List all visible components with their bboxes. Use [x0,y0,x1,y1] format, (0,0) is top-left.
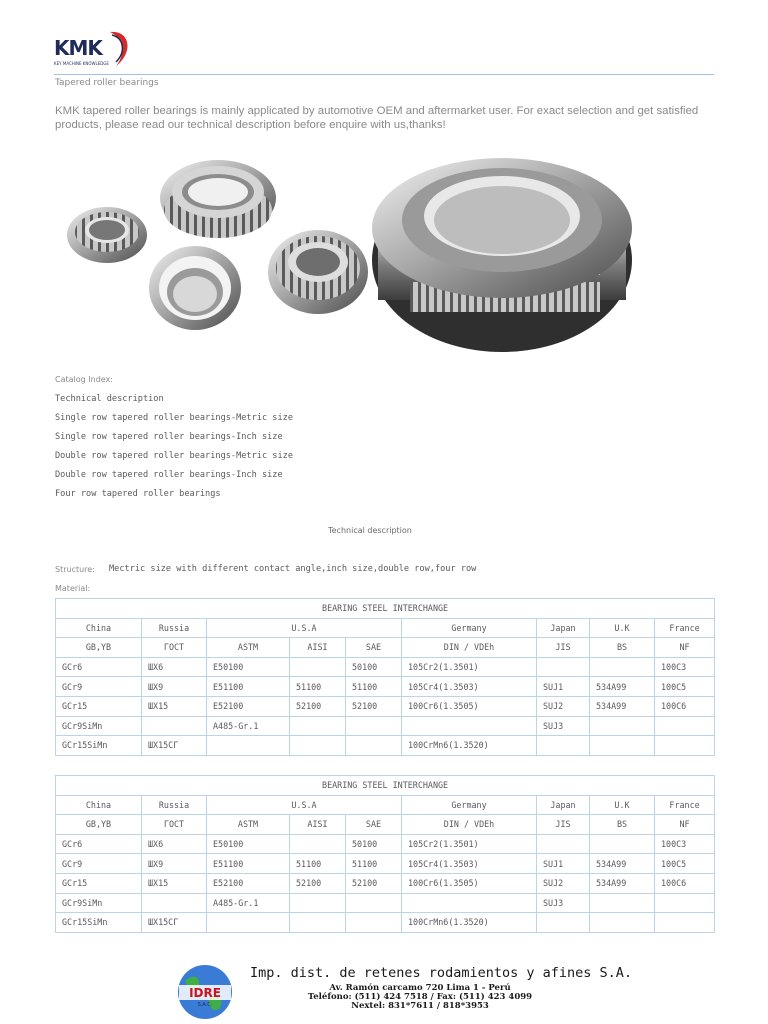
table-cell [346,716,402,736]
table-cell [590,893,655,913]
country-japan: Japan [537,795,590,815]
table-cell: GCr6 [56,657,142,677]
catalog-index-list [55,392,293,506]
table-cell: GCr9 [56,677,142,697]
country-russia: Russia [142,795,207,815]
table-cell: 51100 [290,854,346,874]
table-cell: 51100 [290,677,346,697]
table-cell [207,913,290,933]
table-cell: GCr9SiMn [56,893,142,913]
standard-nf: NF [655,638,715,658]
standard-din: DIN / VDEh [402,638,537,658]
four-row-bearing-icon [372,158,632,352]
table-cell: 534A99 [590,696,655,716]
table-row [56,736,715,756]
footer-logo-text: IDRE [189,986,221,1000]
table-cell: 52100 [290,873,346,893]
table-cell [290,736,346,756]
table-cell [537,736,590,756]
table-cell: 51100 [346,854,402,874]
standard-aisi: AISI [290,815,346,835]
table-cell: E52100 [207,873,290,893]
catalog-item-single-row-inch[interactable]: Single row tapered roller bearings-Inch size [55,432,283,442]
table-cell: 105Cr2(1.3501) [402,657,537,677]
cone-bearing-icon [268,230,368,314]
table-cell [290,893,346,913]
table-cell: E50100 [207,657,290,677]
table-cell [142,716,207,736]
table-cell: 100C3 [655,657,715,677]
table-row [56,716,715,736]
table-row [56,657,715,677]
country-russia: Russia [142,618,207,638]
table-row [56,834,715,854]
table-cell [290,913,346,933]
table-cell: 100C6 [655,873,715,893]
footer-logo-sub: S.A.C. [197,1002,213,1008]
table-cell: 100Cr6(1.3505) [402,696,537,716]
standard-nf: NF [655,815,715,835]
country-japan: Japan [537,618,590,638]
table-cell: E52100 [207,696,290,716]
catalog-item-double-row-inch[interactable]: Double row tapered roller bearings-Inch size [55,470,283,480]
table-row [56,696,715,716]
table-cell: A485-Gr.1 [207,893,290,913]
table-cell [590,657,655,677]
footer-nextel: Nextel: 831*7611 / 818*3953 [351,1001,489,1011]
table-cell: A485-Gr.1 [207,716,290,736]
footer-phone: Teléfono: (511) 424 7518 / Fax: (511) 423 4099 [307,992,533,1002]
country-china: China [56,795,142,815]
table-cell: ШХ9 [142,677,207,697]
table-row [56,677,715,697]
table-cell: 100Cr6(1.3505) [402,873,537,893]
table-cell [590,716,655,736]
table-cell: 534A99 [590,677,655,697]
table-cell: GCr15SiMn [56,913,142,933]
table-cell: ШХ15СГ [142,736,207,756]
footer-address: Av. Ramón carcamo 720 Lima 1 - Perú [329,983,511,993]
bearing-cup-icon [149,246,241,330]
table-cell: 105Cr4(1.3503) [402,677,537,697]
standard-din: DIN / VDEh [402,815,537,835]
table-cell: SUJ1 [537,854,590,874]
table-cell: 100C3 [655,834,715,854]
country-usa: U.S.A [207,795,402,815]
table-cell: SUJ1 [537,677,590,697]
tapered-roller-bearings-photo [60,150,650,360]
table-cell: ШХ6 [142,657,207,677]
table-cell: ШХ15 [142,873,207,893]
table-cell: 105Cr4(1.3503) [402,854,537,874]
structure-value: Mectric size with different contact angle,inch size,double row,four row [109,564,477,574]
table-cell [142,893,207,913]
catalog-item-double-row-metric[interactable]: Double row tapered roller bearings-Metric size [55,451,293,461]
table-cell: 50100 [346,834,402,854]
standard-bs: BS [590,638,655,658]
table-cell [290,834,346,854]
footer-company-name: Imp. dist. de retenes rodamientos y afines S.A. [250,965,633,981]
table-cell: GCr15 [56,696,142,716]
table-cell: ШХ15СГ [142,913,207,933]
table-cell [590,834,655,854]
steel-interchange-table-repeat [55,775,715,933]
standard-bs: BS [590,815,655,835]
table-cell: SUJ2 [537,873,590,893]
standard-astm: ASTM [207,638,290,658]
page-footer [0,955,768,1024]
table-cell: 100C6 [655,696,715,716]
technical-description-heading: Technical description [328,526,412,535]
table-cell: 100CrMn6(1.3520) [402,736,537,756]
standard-jis: JIS [537,638,590,658]
table-cell: 52100 [346,873,402,893]
table-cell: E50100 [207,834,290,854]
table-cell: 50100 [346,657,402,677]
material-label: Material: [55,584,91,593]
page-header [0,0,768,88]
table-row [56,913,715,933]
table-cell: 100CrMn6(1.3520) [402,913,537,933]
table-cell [655,716,715,736]
medium-bearing-icon [160,160,276,238]
small-bearing-icon [67,207,147,263]
table-cell [590,913,655,933]
table-cell: GCr9 [56,854,142,874]
country-germany: Germany [402,618,537,638]
table-cell: 100C5 [655,677,715,697]
table-row [56,893,715,913]
breadcrumb: Tapered roller bearings [55,78,159,88]
table-cell: ШХ6 [142,834,207,854]
catalog-item-single-row-metric[interactable]: Single row tapered roller bearings-Metric size [55,413,293,423]
kmk-logo [52,26,134,72]
table-cell: GCr15 [56,873,142,893]
table-title: BEARING STEEL INTERCHANGE [56,776,715,796]
catalog-index-title: Catalog Index: [55,375,113,384]
table-cell [346,736,402,756]
table-cell: 534A99 [590,873,655,893]
table-cell: E51100 [207,677,290,697]
table-cell: 52100 [346,696,402,716]
catalog-item-four-row[interactable]: Four row tapered roller bearings [55,489,221,499]
standard-sae: SAE [346,638,402,658]
table-cell: GCr6 [56,834,142,854]
table-cell: 534A99 [590,854,655,874]
table-cell: SUJ3 [537,893,590,913]
standard-gost: ГОСТ [142,815,207,835]
structure-label: Structure: [55,565,95,574]
standard-aisi: AISI [290,638,346,658]
country-germany: Germany [402,795,537,815]
table-cell [590,736,655,756]
table-cell: SUJ2 [537,696,590,716]
table-cell: 105Cr2(1.3501) [402,834,537,854]
table-cell [655,736,715,756]
table-row [56,854,715,874]
table-cell [290,716,346,736]
country-france: France [655,795,715,815]
logo-tagline: KEY MACHINE KNOWLEDGE [54,61,109,66]
table-cell: GCr9SiMn [56,716,142,736]
standard-astm: ASTM [207,815,290,835]
standard-gb: GB,YB [56,638,142,658]
table-cell [402,893,537,913]
catalog-item-technical-description[interactable]: Technical description [55,394,164,404]
table-cell [402,716,537,736]
country-china: China [56,618,142,638]
table-cell: E51100 [207,854,290,874]
table-cell: ШХ9 [142,854,207,874]
table-cell [655,913,715,933]
table-cell: 100C5 [655,854,715,874]
standard-gb: GB,YB [56,815,142,835]
table-cell [655,893,715,913]
table-cell: 52100 [290,696,346,716]
country-uk: U.K [590,795,655,815]
table-cell: 51100 [346,677,402,697]
standard-sae: SAE [346,815,402,835]
country-usa: U.S.A [207,618,402,638]
standard-jis: JIS [537,815,590,835]
table-cell [346,913,402,933]
table-row [56,873,715,893]
table-cell: ШХ15 [142,696,207,716]
table-cell [537,913,590,933]
table-cell [537,657,590,677]
table-cell: SUJ3 [537,716,590,736]
table-cell: GCr15SiMn [56,736,142,756]
table-title: BEARING STEEL INTERCHANGE [56,599,715,619]
intro-paragraph: KMK tapered roller bearings is mainly applicated by automotive OEM and aftermarket user. For exact selection and get satisfied products, please read our technical description before enquire with us,thanks! [55,105,699,131]
table-cell [290,657,346,677]
logo-text: KMK [54,36,102,60]
header-divider [54,74,714,75]
country-uk: U.K [590,618,655,638]
steel-interchange-table [55,598,715,756]
table-cell [346,893,402,913]
table-cell [207,736,290,756]
country-france: France [655,618,715,638]
table-cell [537,834,590,854]
standard-gost: ГОСТ [142,638,207,658]
